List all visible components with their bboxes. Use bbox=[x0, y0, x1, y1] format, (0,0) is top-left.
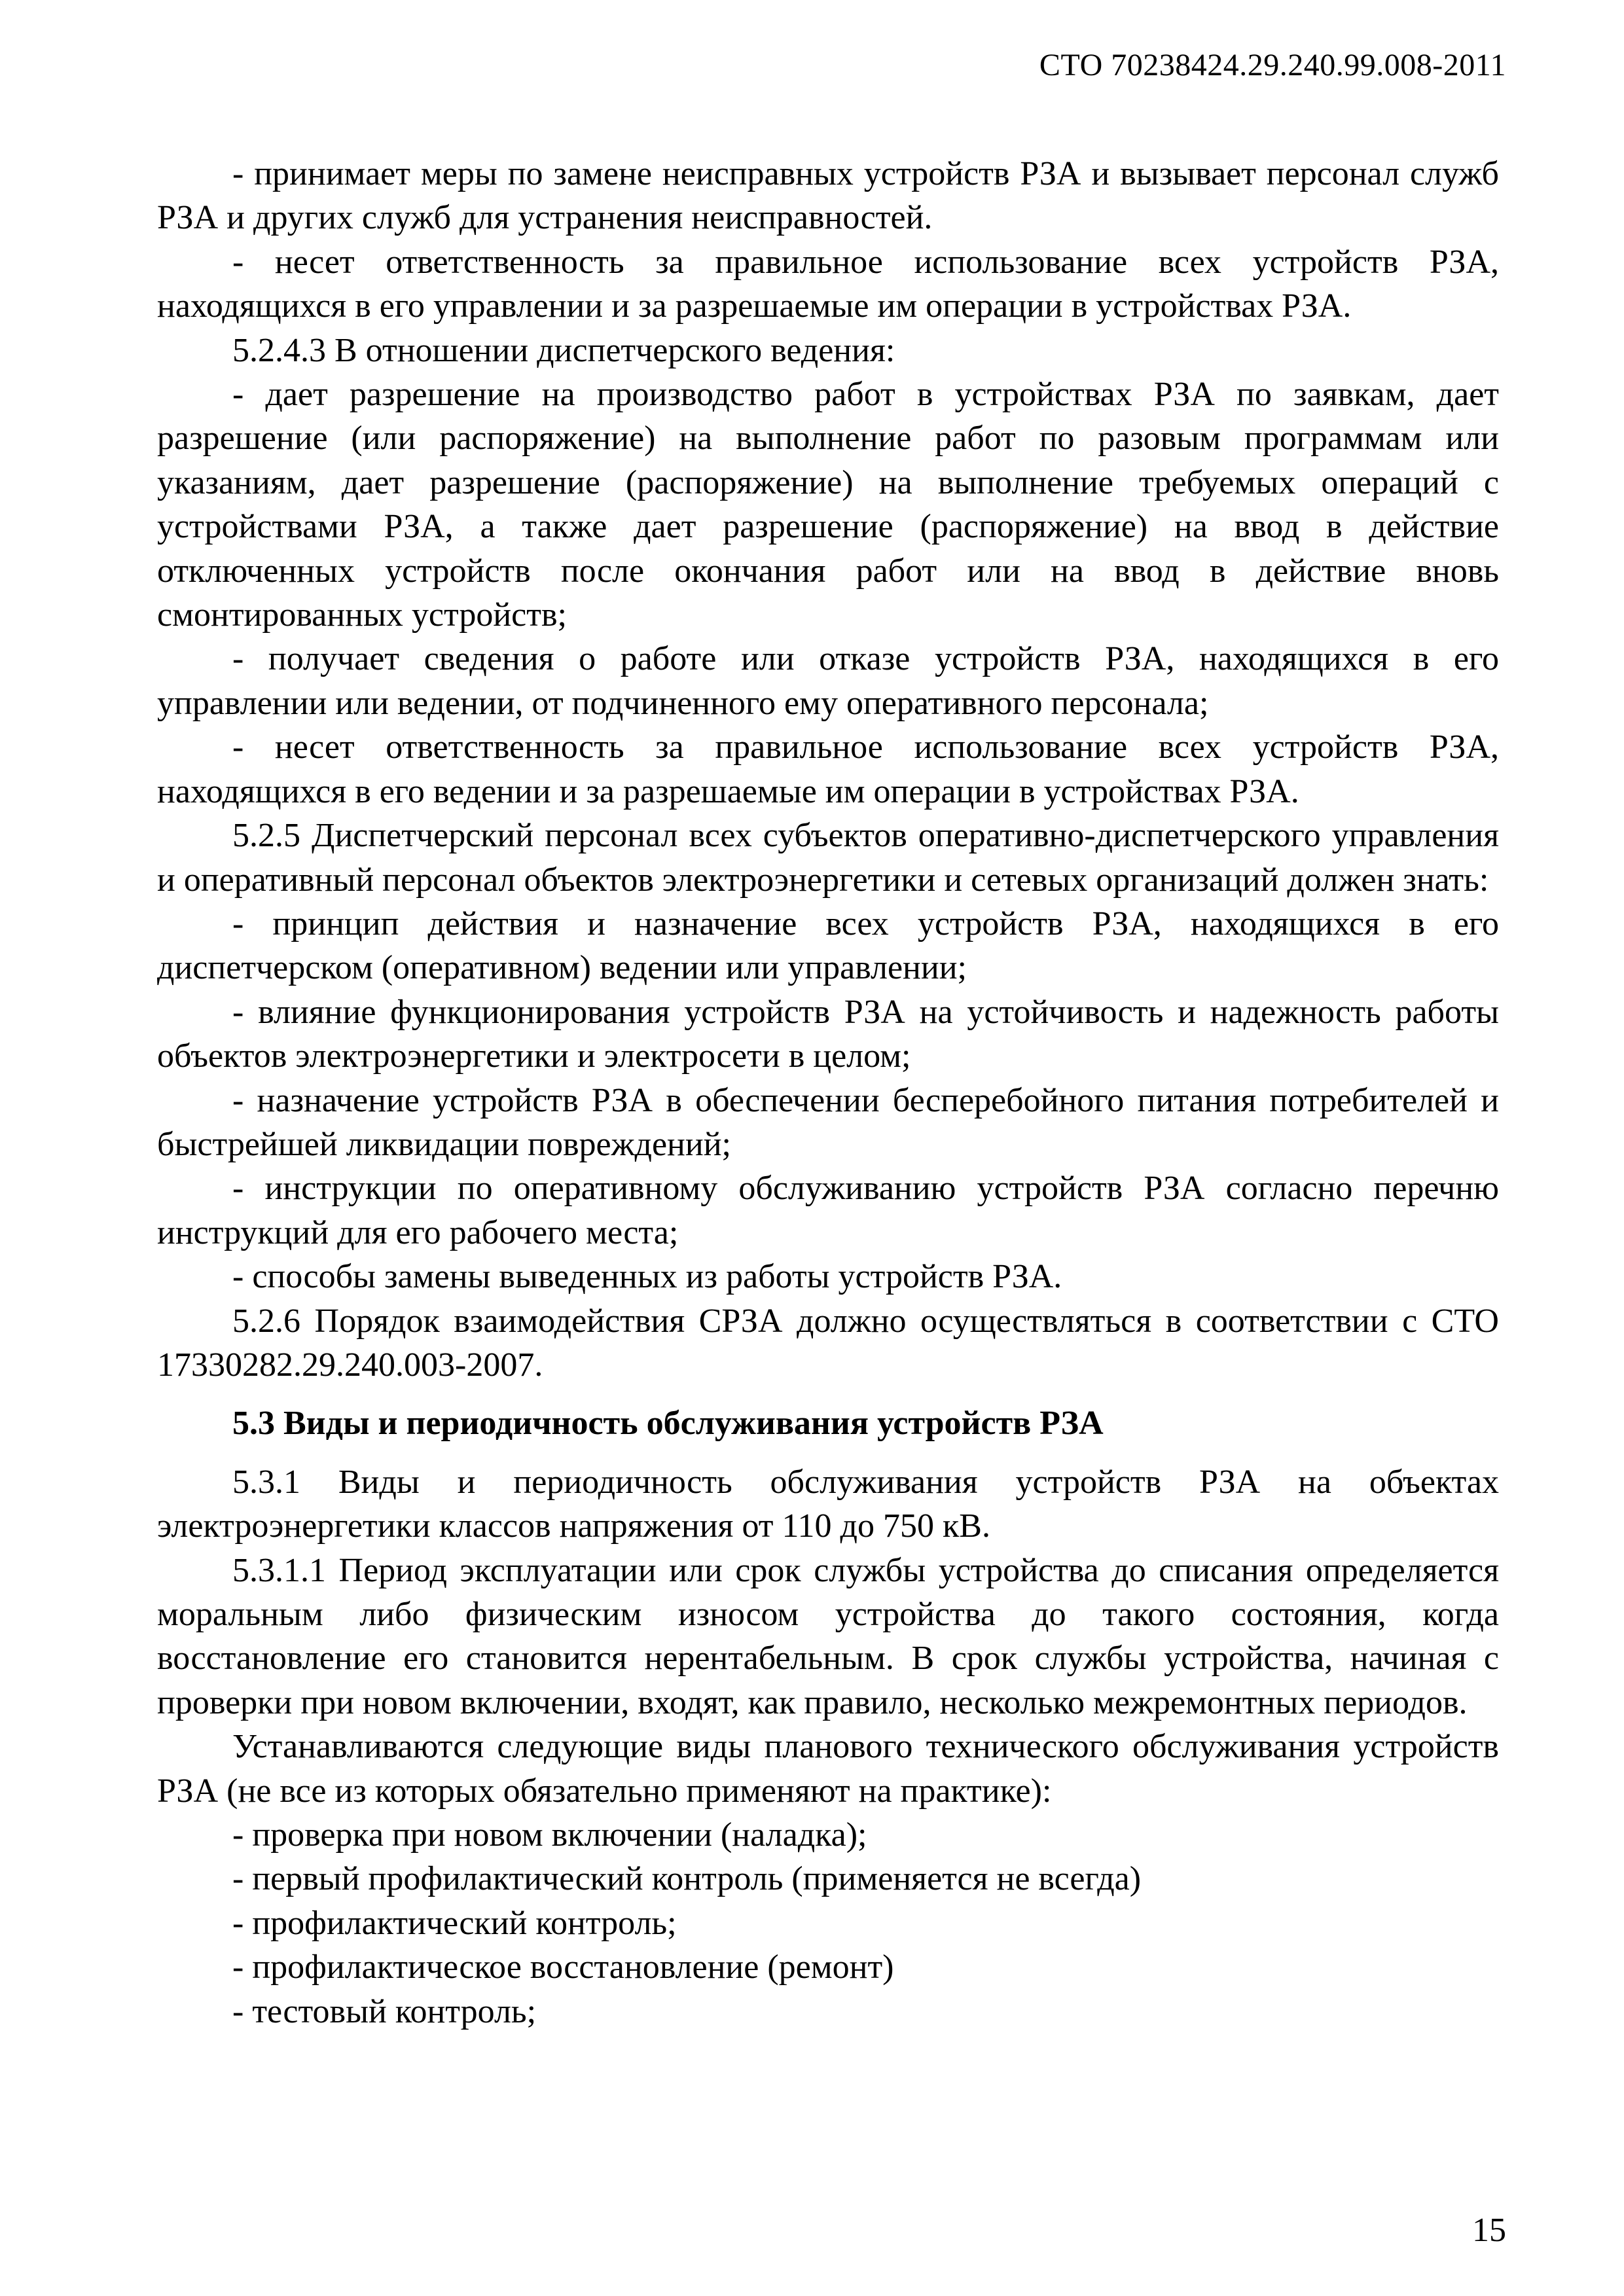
paragraph: 5.2.5 Диспетчерский персонал всех субъектов оперативно-диспетчерского управления и оперативный персонал объектов электроэнергетики и сетевых организаций должен знать: bbox=[157, 817, 1499, 899]
paragraph: - влияние функционирования устройств РЗА на устойчивость и надежность работы объектов электроэнергетики и электросети в целом; bbox=[157, 993, 1499, 1075]
list-item: - профилактическое восстановление (ремонт) bbox=[232, 1948, 894, 1986]
paragraph: 5.2.4.3 В отношении диспетчерского ведения: bbox=[232, 331, 895, 369]
page-number: 15 bbox=[1472, 2212, 1506, 2249]
list-item: - профилактический контроль; bbox=[232, 1904, 677, 1942]
paragraph: - назначение устройств РЗА в обеспечении бесперебойного питания потребителей и быстрейшей ликвидации повреждений; bbox=[157, 1081, 1499, 1163]
paragraph: - получает сведения о работе или отказе устройств РЗА, находящихся в его управлении или ведении, от подчиненного ему оперативного персонала; bbox=[157, 640, 1499, 722]
paragraph: - инструкции по оперативному обслуживанию устройств РЗА согласно перечню инструкций для его рабочего места; bbox=[157, 1170, 1499, 1251]
paragraph: - принцип действия и назначение всех устройств РЗА, находящихся в его диспетчерском (оперативном) ведении или управлении; bbox=[157, 905, 1499, 987]
section-heading: 5.3 Виды и периодичность обслуживания устройств РЗА bbox=[232, 1405, 1104, 1443]
paragraph: Устанавливаются следующие виды планового технического обслуживания устройств РЗА (не все из которых обязательно применяют на практике): bbox=[157, 1728, 1499, 1810]
paragraph: - несет ответственность за правильное использование всех устройств РЗА, находящихся в его управлении и за разрешаемые им операции в устройствах РЗА. bbox=[157, 243, 1499, 325]
list-item: - первый профилактический контроль (применяется не всегда) bbox=[232, 1860, 1142, 1898]
document-code-header: СТО 70238424.29.240.99.008-2011 bbox=[1039, 48, 1506, 82]
paragraph: - принимает меры по замене неисправных устройств РЗА и вызывает персонал служб РЗА и других служб для устранения неисправностей. bbox=[157, 155, 1499, 237]
paragraph: - способы замены выведенных из работы устройств РЗА. bbox=[232, 1258, 1062, 1296]
paragraph: - несет ответственность за правильное использование всех устройств РЗА, находящихся в его ведении и за разрешаемые им операции в устройствах РЗА. bbox=[157, 728, 1499, 810]
paragraph: 5.3.1.1 Период эксплуатации или срок службы устройства до списания определяется моральным либо физическим износом устройства до такого состояния, когда восстановление его становится нерентабельным. В срок службы устройства, начиная с проверки при новом включении, входят, как правило, несколько межремонтных периодов. bbox=[157, 1551, 1499, 1721]
list-item: - проверка при новом включении (наладка); bbox=[232, 1816, 867, 1854]
page-body bbox=[157, 152, 1499, 2034]
paragraph: - дает разрешение на производство работ в устройствах РЗА по заявкам, дает разрешение (или распоряжение) на выполнение работ по разовым программам или указаниям, дает разрешение (распоряжение) на выполнение требуемых операций с устройствами РЗА, а также дает разрешение (распоряжение) на ввод в действие отключенных устройств после окончания работ или на ввод в действие вновь смонтированных устройств; bbox=[157, 376, 1499, 634]
paragraph: 5.3.1 Виды и периодичность обслуживания устройств РЗА на объектах электроэнергетики классов напряжения от 110 до 750 кВ. bbox=[157, 1463, 1499, 1545]
paragraph: 5.2.6 Порядок взаимодействия СРЗА должно осуществляться в соответствии с СТО 17330282.29.240.003-2007. bbox=[157, 1302, 1499, 1384]
list-item: - тестовый контроль; bbox=[232, 1992, 537, 2030]
